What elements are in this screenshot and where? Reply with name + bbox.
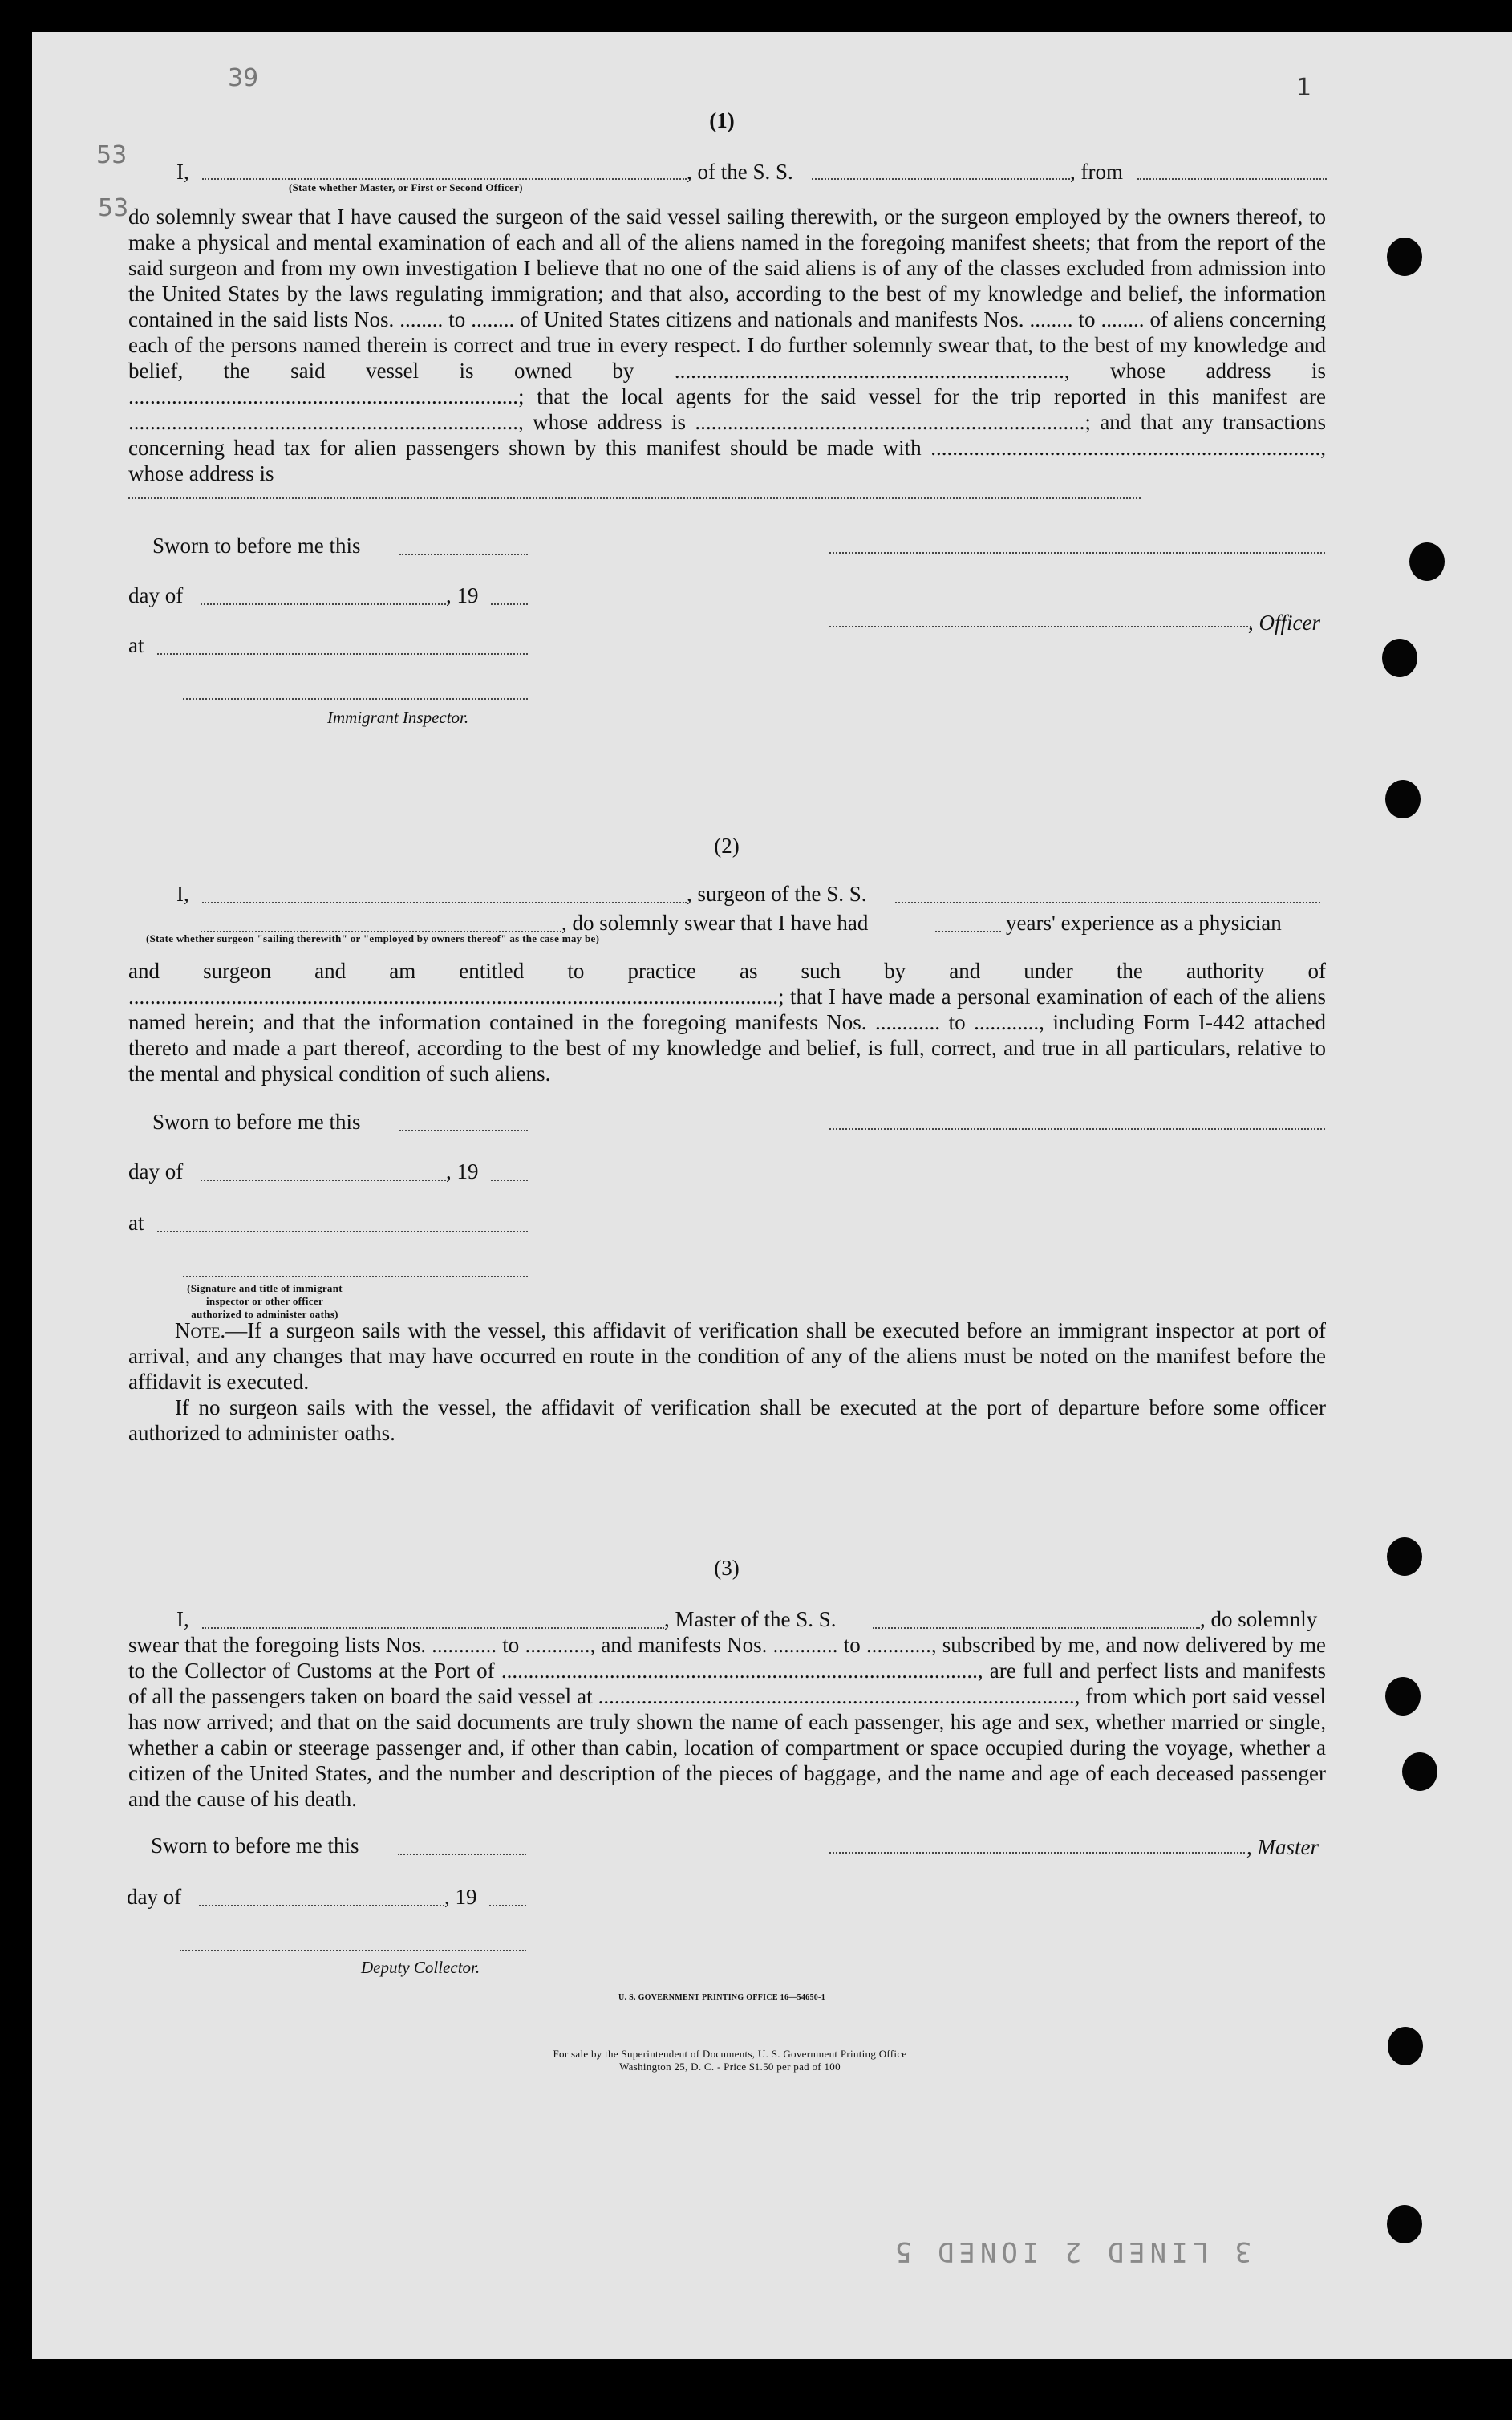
section3-i: I,	[176, 1607, 189, 1631]
binder-hole	[1385, 780, 1421, 818]
section2-inspector-line	[183, 1276, 528, 1277]
section3-master: , Master	[1246, 1835, 1319, 1859]
section2-years: years' experience as a physician	[1006, 911, 1282, 935]
section3-ship-blank	[873, 1627, 1200, 1629]
section1-address-blank	[128, 497, 1141, 499]
section2-year-blank	[491, 1180, 528, 1181]
section1-at-blank	[157, 653, 528, 655]
section2-at-blank	[157, 1231, 528, 1232]
sale-line-2: Washington 25, D. C. - Price $1.50 per pad of 100	[619, 2061, 841, 2073]
section1-body: do solemnly swear that I have caused the surgeon of the said vessel sailing therewith, or the surgeon employed by the owners thereof, to make a physical and mental examination of each and all of the aliens named in the foregoing manifest sheets; that from the report of the said surgeon and from my own investigation I believe that no one of the said aliens is of any of the classes excluded from admission into the United States by the laws regulating immigration; and that also, according to the best of my knowledge and belief, the information contained in the said lists Nos. ........ to ........ of United States citizens and nationals and manifests Nos. ........ to ........ of aliens concerning each of the persons named therein is correct and true in every respect. I do further solemnly swear that, to the best of my knowledge and belief, the said vessel is owned by ........................................................................, whose address is ........................................................................; that the local agents for the said vessel for the trip reported in this manifest are ........................................................................, whose address is ........................................................................; and that any transactions concerning head tax for alien passengers shown by this manifest should be made with ........................................................................, whose address is	[128, 205, 1326, 485]
section2-note1	[128, 1318, 1326, 1395]
section1-at: at	[128, 633, 144, 657]
deputy-signature-line	[180, 1950, 526, 1951]
section3-body: swear that the foregoing lists Nos. ............ to ............, and manifests Nos. ............ to ............, subscribed by me, and now delivered by me to the Collector of Customs at the Port of ........................................................................................, are full and perfect lists and manifests of all the passengers taken on board the said vessel at ........................................................................................, from which port said vessel has now arrived; and that on the said documents are truly shown the name of each passenger, his age and sex, whether married or single, whether a cabin or steerage passenger and, if other than cabin, location of compartment or space occupied during the voyage, whether a citizen of the United States, and the number and description of the pieces of baggage, and the name and age of each deceased passenger and the cause of his death.	[128, 1633, 1326, 1811]
section2-years-blank	[935, 931, 1001, 932]
section3-day-of: day of	[127, 1885, 182, 1909]
section1-day-blank	[201, 603, 446, 605]
section3-sworn: Sworn to before me this	[151, 1833, 359, 1858]
section2-body: and surgeon and am entitled to practice as such by and under the authority of ........................................................................................................................; that I have made a personal examination of each of the aliens named herein; and that the information contained in the foregoing manifests Nos. ............ to ............, including Form I-442 attached thereto and made a part thereof, according to the best of my knowledge and belief, is full, correct, and true in all particulars, relative to the mental and physical condition of such aliens.	[128, 959, 1326, 1086]
section3-master-of: , Master of the S. S.	[664, 1607, 837, 1631]
section2-swear: , do solemnly swear that I have had	[561, 911, 869, 935]
binder-hole	[1385, 1677, 1421, 1716]
margin-mark: 53	[96, 141, 128, 169]
section3-number: (3)	[714, 1556, 740, 1580]
section1-ship-blank	[812, 178, 1070, 180]
section2-note2: If no surgeon sails with the vessel, the affidavit of verification shall be executed at the port of departure before some officer authorized to administer oaths.	[128, 1395, 1326, 1445]
section2-day-of: day of	[128, 1159, 184, 1184]
section2-sworn-blank	[399, 1130, 528, 1131]
officer-signature-line-2	[829, 626, 1251, 627]
section1-sworn: Sworn to before me this	[152, 534, 361, 558]
officer-signature-line-1	[829, 552, 1325, 554]
binder-hole	[1402, 1752, 1437, 1791]
binder-hole	[1387, 1537, 1422, 1576]
section2-signature-line	[829, 1128, 1325, 1130]
section2-caption: (State whether surgeon "sailing therewith" or "employed by owners thereof" as the case may be)	[146, 932, 600, 944]
section1-officer: , Officer	[1248, 611, 1320, 635]
gpo-imprint: U. S. GOVERNMENT PRINTING OFFICE 16—54650-1	[618, 1993, 825, 2002]
section1-year-blank	[491, 603, 528, 605]
note-label: Note.	[175, 1318, 226, 1342]
section1-inspector: Immigrant Inspector.	[327, 708, 469, 727]
top-left-number: 39	[228, 64, 259, 92]
binder-hole	[1387, 2205, 1422, 2243]
section2-day-blank	[201, 1180, 446, 1181]
section1-day-of: day of	[128, 583, 184, 607]
section2-i: I,	[176, 882, 189, 906]
section2-ship-blank	[895, 902, 1320, 903]
section2-at: at	[128, 1211, 144, 1235]
section1-i: I,	[176, 160, 189, 184]
section1-from-blank	[1137, 178, 1327, 180]
section1-number: (1)	[709, 108, 735, 132]
section3-sworn-blank	[398, 1854, 526, 1855]
section2-sworn: Sworn to before me this	[152, 1110, 361, 1134]
margin-mark: 53	[98, 194, 129, 222]
section2-number: (2)	[714, 834, 740, 858]
section3-year: , 19	[444, 1885, 477, 1909]
section2-surgeon-of: , surgeon of the S. S.	[687, 882, 867, 906]
sale-line-1: For sale by the Superintendent of Documents, U. S. Government Printing Office	[553, 2048, 907, 2060]
section1-of-ss: , of the S. S.	[687, 160, 793, 184]
section2-year: , 19	[446, 1159, 479, 1184]
master-signature-line	[829, 1852, 1245, 1854]
section3-name-blank	[202, 1627, 664, 1629]
section1-name-blank	[202, 178, 687, 180]
section3-deputy: Deputy Collector.	[361, 1958, 480, 1977]
bottom-stamp: 3 LINED 2 IONED 5	[890, 2235, 1251, 2268]
section2-name-blank	[202, 902, 687, 903]
binder-hole	[1388, 2027, 1423, 2065]
section3-year-blank	[489, 1905, 526, 1906]
section3-day-blank	[199, 1905, 444, 1906]
section3-solemnly: , do solemnly	[1200, 1607, 1318, 1631]
inspector-signature-line	[183, 698, 528, 700]
section2-sig-caption: (Signature and title of immigrant inspector or other officer authorized to administer oaths)	[187, 1282, 343, 1320]
section1-caption: (State whether Master, or First or Second Officer)	[289, 181, 523, 193]
binder-hole	[1409, 542, 1445, 581]
section1-sworn-blank	[399, 554, 528, 555]
note1-text: —If a surgeon sails with the vessel, this affidavit of verification shall be executed before an immigrant inspector at port of arrival, and any changes that may have occurred en route in the condition of any of the aliens must be noted on the manifest before the affidavit is executed.	[128, 1318, 1326, 1394]
section1-year: , 19	[446, 583, 479, 607]
section1-from: , from	[1070, 160, 1123, 184]
binder-hole	[1387, 238, 1422, 276]
binder-hole	[1382, 639, 1417, 677]
top-right-mark: 1	[1296, 74, 1312, 102]
